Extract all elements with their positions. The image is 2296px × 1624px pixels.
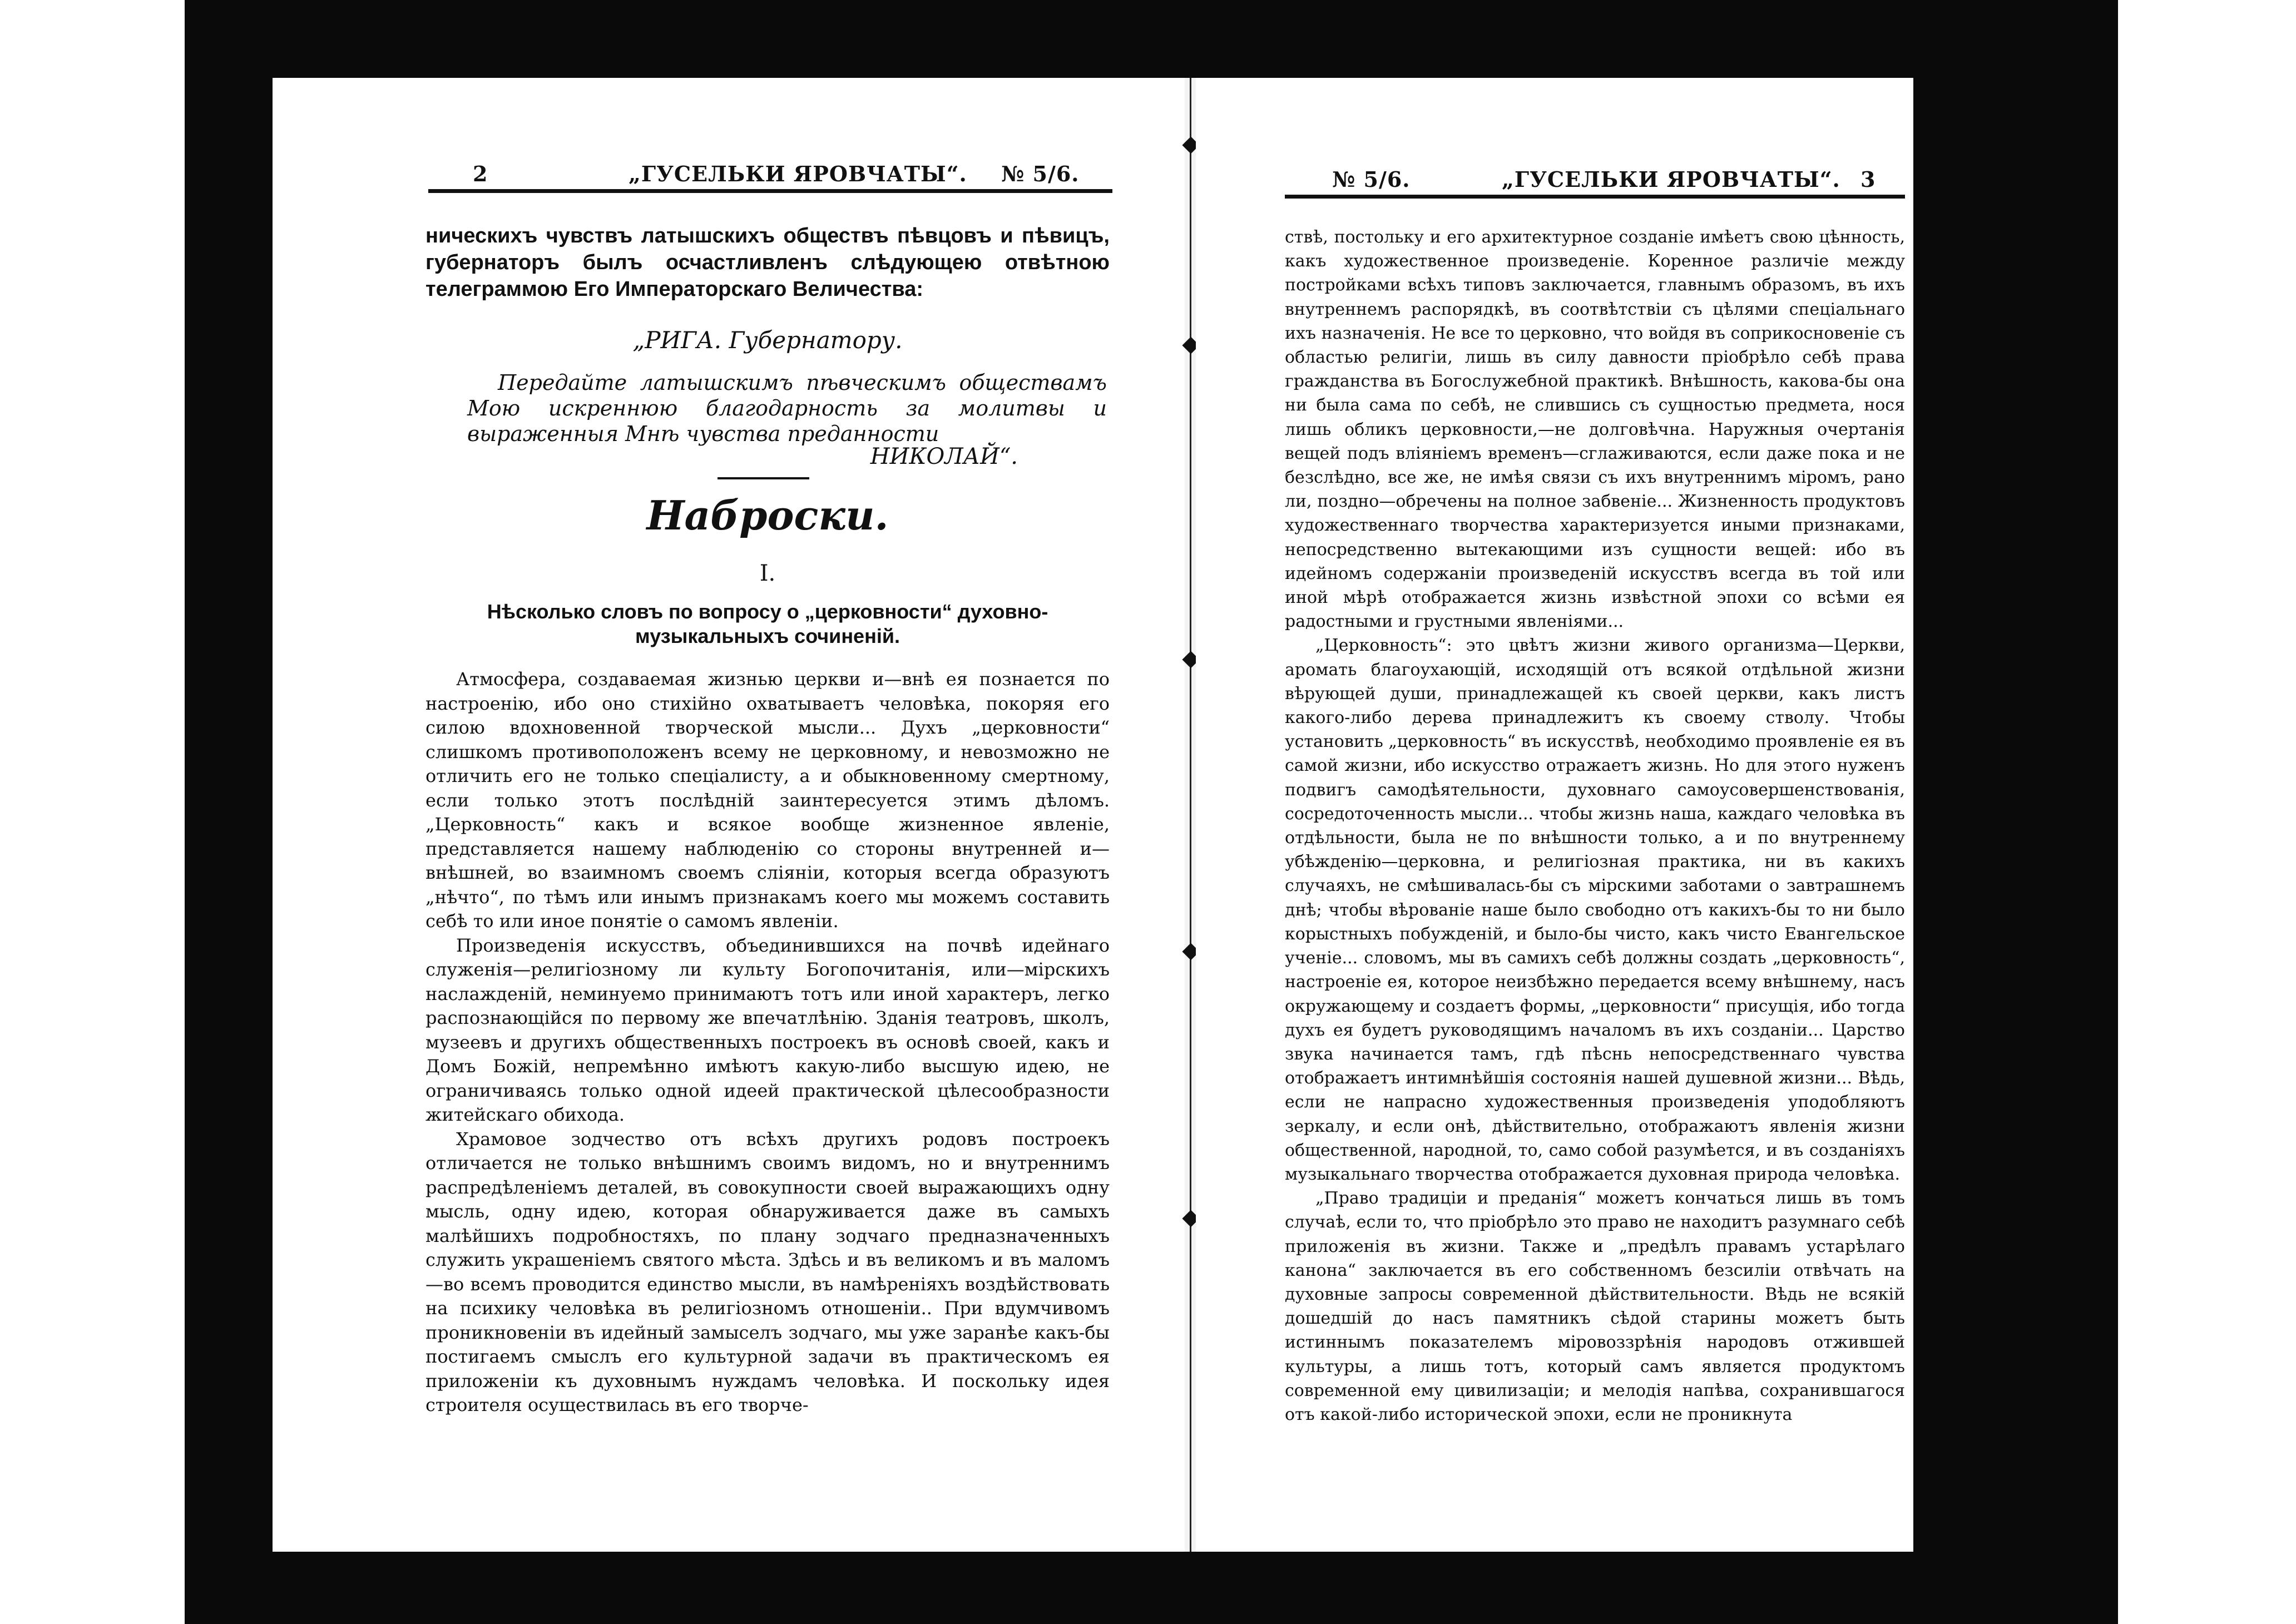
scan-edge-right [2114, 0, 2118, 1624]
telegram-body: Передайте латышскимъ пѣвческимъ обществамъ Мою искреннюю благодарность за молитвы и выраженныя Мнѣ чувства преданности [467, 370, 1107, 446]
telegram-signature: НИКОЛАЙ“. [870, 444, 1018, 469]
right-header-rule [1285, 195, 1905, 199]
article-subtitle: Нѣсколько словъ по вопросу о „церковности“ духовно-музыкальныхъ сочиненій. [487, 600, 1048, 647]
left-paragraph: Произведенія искусствъ, объединившихся на почвѣ идейнаго служенія—религіозному ли культу Богопочитанія, или—мірскихъ наслажденій, неминуемо принимаютъ тотъ или иной характеръ, легко распознающійся по первому же впечатлѣнію. Зданія театровъ, школъ, музеевъ и другихъ общественныхъ построекъ въ основѣ своей, какъ и Домъ Божій, непремѣнно имѣютъ какую-либо высшую идею, не ограничиваясь только одной идеей практической цѣлесообразности житейскаго обихода. [425, 934, 1110, 1125]
scan-edge-left [185, 0, 189, 1624]
left-issue-number: № 5/6. [1001, 161, 1080, 186]
telegram-lead: ническихъ чувствъ латышскихъ обществъ пѣвцовъ и пѣвицъ, губернаторъ былъ осчастливленъ слѣдующею отвѣтною телеграммою Его Императорскаго Величества: [425, 224, 1110, 301]
right-issue-number: № 5/6. [1332, 167, 1411, 192]
scan-background-bottom [189, 1552, 2114, 1624]
right-page-number: 3 [1860, 167, 1876, 192]
left-body-text [425, 667, 1110, 1418]
separator-rule [718, 477, 809, 479]
scan-background-left [189, 0, 273, 1624]
left-page-number: 2 [473, 161, 488, 186]
section-number: I. [759, 561, 776, 586]
scan-background-top [189, 0, 2114, 78]
left-paragraph: Храмовое зодчество отъ всѣхъ другихъ родовъ построекъ отличается не только внѣшнимъ своимъ видомъ, но и внутреннимъ распредѣленіемъ деталей, въ совокупности своей выражающихъ одну мысль, одну идею, которая обнаруживается даже въ самыхъ малѣйшихъ подробностяхъ, по плану зодчаго предназначенныхъ служить украшеніемъ святого мѣста. Здѣсь и въ великомъ и въ маломъ—во всемъ проводится единство мысли, въ намѣреніяхъ воздѣйствовать на психику человѣка въ религіозномъ отношеніи.. При вдумчивомъ проникновеніи въ идейный замыселъ зодчаго, мы уже заранѣе какъ-бы постигаемъ смыслъ его культурной задачи въ практическомъ ея приложеніи къ духовнымъ нуждамъ человѣка. И поскольку идея строителя осуществилась въ его творче- [425, 1128, 1110, 1415]
scan-background-right [1913, 0, 2114, 1624]
left-journal-title: „ГУСЕЛЬКИ ЯРОВЧАТЫ“. [629, 161, 967, 186]
telegram-title: „РИГА. Губернатору. [632, 326, 903, 354]
left-paragraph: Атмосфера, создаваемая жизнью церкви и—внѣ ея познается по настроенію, ибо оно стихійно охватываетъ человѣка, покоряя его силою вдохновенной творческой мысли... Духъ „церковности“ слишкомъ противоположенъ всему не церковному, и невозможно не отличить его не только спеціалисту, а и обыкновенному смертному, если только этотъ послѣдній заинтересуется этимъ дѣломъ. „Церковность“ какъ и всякое вообще жизненное явленіе, представляется нашему наблюденію со стороны внутренней и—внѣшней, во взаимномъ своемъ сліяніи, которыя всегда образуютъ „нѣчто“, по тѣмъ или инымъ признакамъ коего мы можемъ составить себѣ то или иное понятіе о самомъ явленіи. [425, 669, 1110, 932]
left-header-rule [428, 189, 1112, 193]
right-paragraph: ствѣ, постольку и его архитектурное созданіе имѣетъ свою цѣнность, какъ художественное произведеніе. Коренное различіе между постройками всѣхъ типовъ заключается, главнымъ образомъ, въ ихъ внутреннемъ распорядкѣ, въ соотвѣтствіи съ цѣлями спеціальнаго ихъ назначенія. Не все то церковно, что войдя въ соприкосновеніе съ областью религіи, лишь въ силу давности пріобрѣло себѣ права гражданства въ Богослужебной практикѣ. Внѣшность, какова-бы она ни была сама по себѣ, не слившись съ сущностью предмета, нося лишь обликъ церковности,—не долговѣчна. Наружныя очертанія вещей подъ вліяніемъ временъ—сглаживаются, если даже пока и не безслѣдно, все же, не имѣя связи съ ихъ внутреннимъ міромъ, рано ли, поздно—обречены на полное забвеніе... Жизненность продуктовъ художественнаго творчества характеризуется иными признаками, непосредственно вытекающими изъ сущности вещей: ибо въ идейномъ содержаніи произведеній искусствъ всегда въ той или иной мѣрѣ отображается жизнь извѣстной эпохи со всѣми ея радостными и грустными явленіями... [1285, 227, 1905, 632]
right-journal-title: „ГУСЕЛЬКИ ЯРОВЧАТЫ“. [1502, 167, 1840, 192]
right-paragraph: „Церковность“: это цвѣтъ жизни живого организма—Церкви, аромать благоухающій, исходящій отъ всякой отдѣльной жизни вѣрующей души, принадлежащей къ своей церкви, какъ листъ какого-либо дерева принадлежитъ къ своему стволу. Чтобы установить „церковность“ въ искусствѣ, необходимо проявленіе ея въ самой жизни, ибо искусство отражаетъ жизнь. Но для этого нуженъ подвигъ самодѣятельности, духовнаго самоусовершенствованія, сосредоточенность мысли... чтобы жизнь наша, каждаго человѣка въ отдѣльности, была не по внѣшности только, а и по внутреннему убѣжденію—церковна, и религіозная практика, ни въ какихъ случаяхъ, не смѣшивалась-бы съ мірскими заботами о завтрашнемъ днѣ; чтобы вѣрованіе наше было свободно отъ какихъ-бы то ни было корыстныхъ побужденій, и было-бы чисто, какъ чисто Евангельское ученіе... словомъ, мы въ самихъ себѣ должны создать „церковность“, настроеніе ея, которое неизбѣжно передается всему внѣшнему, насъ окружающему и создаетъ формы, „церковности“ присущія, ибо тогда духъ ея будетъ руководящимъ началомъ въ ихъ созданіи... Царство звука начинается тамъ, гдѣ пѣснь непосредственнаго чувства отображаетъ интимнѣйшія состоянія нашей душевной жизни... Вѣдь, если не напрасно художественныя произведенія уподобляютъ зеркалу, и если онѣ, дѣйствительно, отображаютъ явленія жизни общественной, народной, то, само собой разумѣется, и въ созданіяхъ музыкальнаго творчества отображается духовная природа человѣка. [1285, 636, 1905, 1184]
right-body-text [1285, 225, 1905, 1427]
right-paragraph: „Право традиціи и преданія“ можетъ кончаться лишь въ томъ случаѣ, если то, что пріобрѣло это право не находитъ разумнаго себѣ приложенія въ жизни. Также и „предѣлъ правамъ устарѣлаго канона“ заключается въ его собственномъ безсиліи отвѣчать на духовные запросы современной дѣйствительности. Вѣдь не всякій дошедшій до насъ памятникъ сѣдой старины можетъ быть истиннымъ показателемъ міровоззрѣнія народовъ отжившей культуры, а лишь тотъ, который самъ является продуктомъ современной ему цивилизаціи; и мелодія напѣва, сохранившагося отъ какой-либо исторической эпохи, если не проникнута [1285, 1189, 1905, 1424]
gutter-line [1190, 78, 1191, 1552]
section-title: Наброски. [646, 492, 889, 539]
